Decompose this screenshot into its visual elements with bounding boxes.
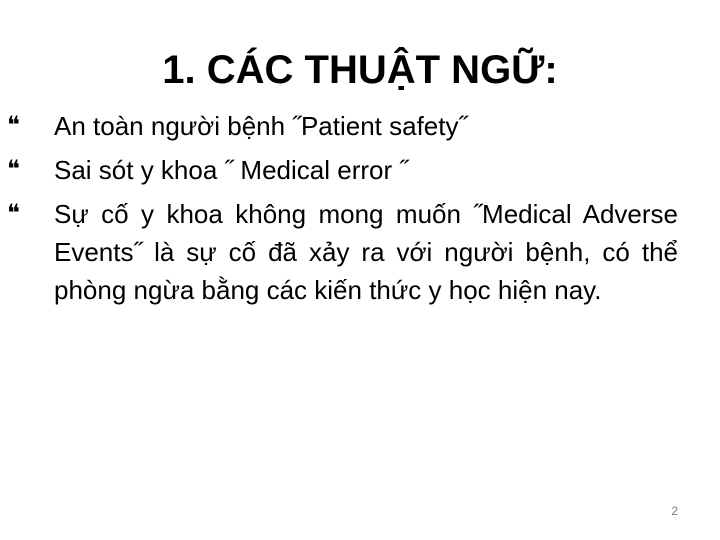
bullet-item bbox=[0, 151, 720, 189]
bullet-list bbox=[0, 107, 720, 315]
bullet-item bbox=[0, 107, 720, 145]
slide-title: 1. CÁC THUẬT NGỮ: bbox=[162, 48, 558, 92]
fleur-bullet-icon: ❝ bbox=[7, 156, 20, 183]
page-number: 2 bbox=[671, 504, 678, 518]
bullet-text: Sai sót y khoa ˝ Medical error ˝ bbox=[54, 155, 409, 185]
bullet-text: An toàn người bệnh ˝Patient safety˝ bbox=[54, 111, 468, 141]
bullet-text: Sự cố y khoa không mong muốn ˝Medical Adverse Events˝ là sự cố đã xảy ra với người bệnh, có thể phòng ngừa bằng các kiến thức y học hiện nay. bbox=[54, 199, 678, 305]
fleur-bullet-icon: ❝ bbox=[7, 112, 20, 139]
fleur-bullet-icon: ❝ bbox=[7, 200, 20, 227]
bullet-item bbox=[0, 195, 720, 309]
